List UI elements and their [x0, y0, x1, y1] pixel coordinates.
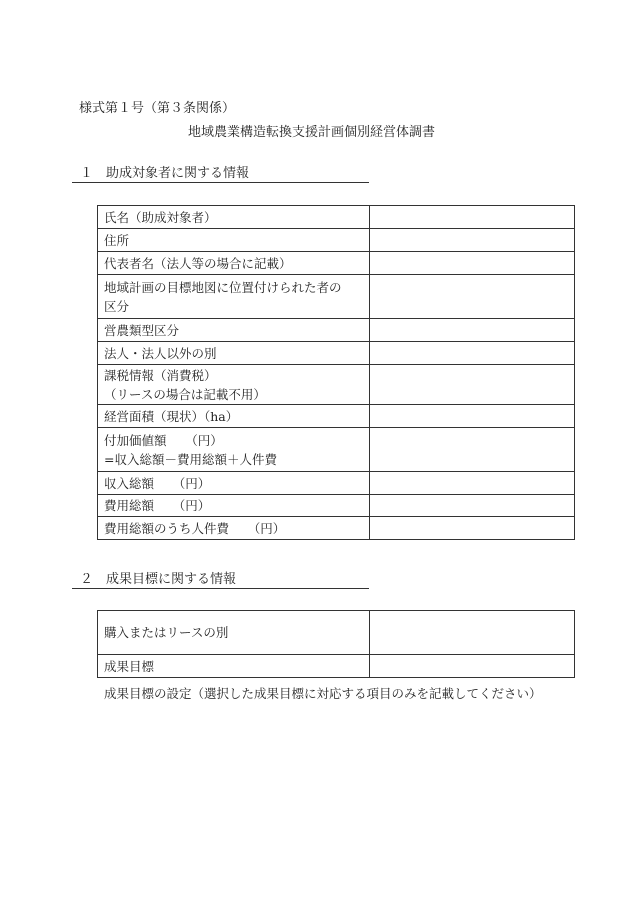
- section-2-title: 成果目標に関する情報: [106, 572, 237, 587]
- table-row: [98, 428, 575, 472]
- input-cell[interactable]: [370, 342, 575, 365]
- section-2-underline: [72, 588, 369, 589]
- table-row: [98, 611, 575, 655]
- row-label: 収入総額 （円）: [98, 472, 370, 495]
- row-label: 付加価値額 （円） =収入総額－費用総額＋人件費: [98, 428, 370, 472]
- section-1-number: １: [80, 166, 94, 181]
- table-row: [98, 655, 575, 678]
- input-cell[interactable]: [370, 611, 575, 655]
- row-label: 費用総額 （円）: [98, 495, 370, 517]
- row-label: 地域計画の目標地図に位置付けられた者の 区分: [98, 275, 370, 319]
- input-cell[interactable]: [370, 229, 575, 252]
- outcome-target-table: [97, 610, 575, 678]
- row-label: 法人・法人以外の別: [98, 342, 370, 365]
- row-label: 代表者名（法人等の場合に記載）: [98, 252, 370, 275]
- table-row: [98, 342, 575, 365]
- table-row: [98, 517, 575, 540]
- input-cell[interactable]: [370, 319, 575, 342]
- input-cell[interactable]: [370, 517, 575, 540]
- table-row: [98, 252, 575, 275]
- input-cell[interactable]: [370, 428, 575, 472]
- row-label: 課税情報（消費税） （リースの場合は記載不用）: [98, 365, 370, 405]
- section-1-heading: [80, 162, 249, 181]
- section-1-title: 助成対象者に関する情報: [106, 166, 250, 181]
- table-row: [98, 275, 575, 319]
- row-label: 営農類型区分: [98, 319, 370, 342]
- row-label: 購入またはリースの別: [98, 611, 370, 655]
- table-row: [98, 206, 575, 229]
- outcome-setting-note: 成果目標の設定（選択した成果目標に対応する項目のみを記載してください）: [104, 686, 542, 701]
- table-row: [98, 495, 575, 517]
- input-cell[interactable]: [370, 365, 575, 405]
- input-cell[interactable]: [370, 655, 575, 678]
- form-number: 様式第１号（第３条関係）: [79, 101, 236, 116]
- row-label: 住所: [98, 229, 370, 252]
- table-row: [98, 405, 575, 428]
- row-label: 成果目標: [98, 655, 370, 678]
- row-label: 氏名（助成対象者）: [98, 206, 370, 229]
- table-row: [98, 365, 575, 405]
- applicant-info-table: [97, 205, 575, 540]
- input-cell[interactable]: [370, 275, 575, 319]
- section-2-number: ２: [80, 572, 94, 587]
- section-1-underline: [72, 182, 369, 183]
- input-cell[interactable]: [370, 472, 575, 495]
- input-cell[interactable]: [370, 405, 575, 428]
- table-row: [98, 229, 575, 252]
- table-row: [98, 319, 575, 342]
- table-row: [98, 472, 575, 495]
- document-title: 地域農業構造転換支援計画個別経営体調書: [188, 125, 436, 140]
- row-label: 費用総額のうち人件費 （円）: [98, 517, 370, 540]
- row-label: 経営面積（現状）（ha）: [98, 405, 370, 428]
- input-cell[interactable]: [370, 252, 575, 275]
- input-cell[interactable]: [370, 206, 575, 229]
- input-cell[interactable]: [370, 495, 575, 517]
- section-2-heading: [80, 568, 236, 587]
